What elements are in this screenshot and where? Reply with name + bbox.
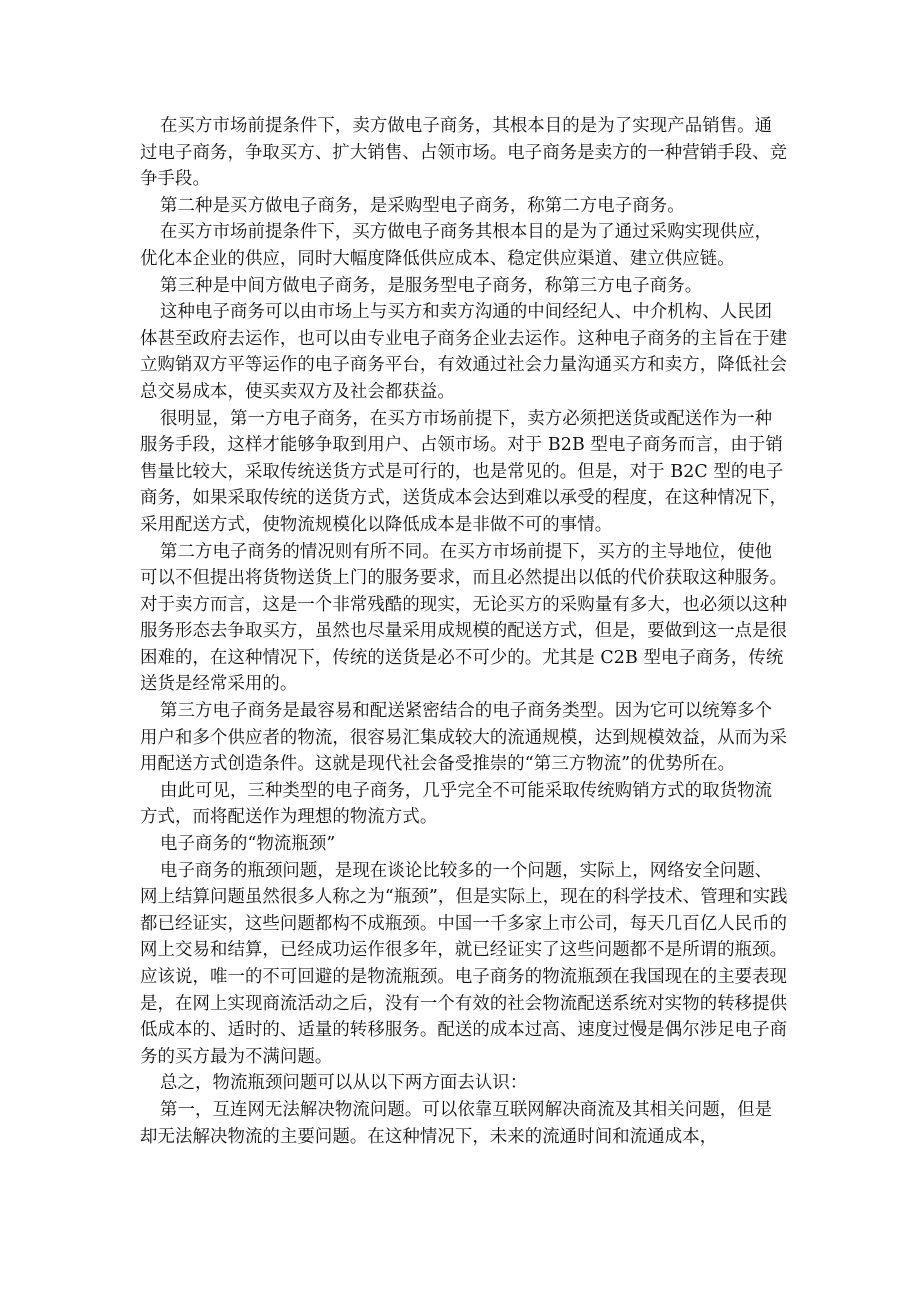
paragraph-third-type: 第三种是中间方做电子商务，是服务型电子商务，称第三方电子商务。 (160, 275, 703, 296)
paragraph-conclusion: 由此可见，三种类型的电子商务，几乎完全不可能采取传统购销方式的取货物流方式，而将配送作为理想的物流方式。 (140, 780, 773, 828)
document-body (140, 113, 788, 1150)
paragraph-buyer-purpose: 在买方市场前提条件下，买方做电子商务其根本目的是为了通过采购实现供应，优化本企业的供应，同时大幅度降低供应成本、稳定供应渠道、建立供应链。 (140, 222, 773, 269)
paragraph-first-point: 第一，互连网无法解决物流问题。可以依靠互联网解决商流及其相关问题，但是却无法解决物流的主要问题。在这种情况下，未来的流通时间和流通成本， (140, 1099, 773, 1147)
paragraph-bottleneck-problem: 电子商务的瓶颈问题，是现在谈论比较多的一个问题，实际上，网络安全问题、网上结算问题虽然很多人称之为“瓶颈”，但是实际上，现在的科学技术、管理和实践都已经证实，这些问题都构不成瓶颈。中国一千多家上市公司，每天几百亿人民币的网上交易和结算，已经成功运作很多年，就已经证实了这些问题都不是所谓的瓶颈。应该说，唯一的不可回避的是物流瓶颈。电子商务的物流瓶颈在我国现在的主要表现是，在网上实现商流活动之后，没有一个有效的社会物流配送系统对实物的转移提供低成本的、适时的、适量的转移服务。配送的成本过高、速度过慢是偶尔涉足电子商务的买方最为不满问题。 (140, 860, 788, 1067)
paragraph-first-party-logistics: 很明显，第一方电子商务，在买方市场前提下，卖方必须把送货或配送作为一种服务手段，这样才能够争取到用户、占领市场。对于 B2B 型电子商务而言，由于销售量比较大，采取传统送货方式是可行的，也是常见的。但是，对于 B2C 型的电子商务，如果采取传统的送货方式，送货成本会达到难以承受的程度，在这种情况下，采用配送方式，使物流规模化以降低成本是非做不可的事情。 (140, 408, 788, 535)
paragraph-third-party-operation: 这种电子商务可以由市场上与买方和卖方沟通的中间经纪人、中介机构、人民团体甚至政府去运作，也可以由专业电子商务企业去运作。这种电子商务的主旨在于建立购销双方平等运作的电子商务平台，有效通过社会力量沟通买方和卖方，降低社会总交易成本，使买卖双方及社会都获益。 (140, 302, 788, 402)
paragraph-summary: 总之，物流瓶颈问题可以从以下两方面去认识： (160, 1073, 528, 1094)
paragraph-second-party-logistics: 第二方电子商务的情况则有所不同。在买方市场前提下，买方的主导地位，使他可以不但提出将货物送货上门的服务要求，而且必然提出以低的代价获取这种服务。对于卖方而言，这是一个非常残酷的现实，无论买方的采购量有多大，也必须以这种服务形态去争取买方，虽然也尽量采用成规模的配送方式，但是，要做到这一点是很困难的，在这种情况下，传统的送货是必不可少的。尤其是 C2B 型电子商务，传统送货是经常采用的。 (140, 541, 788, 695)
section-heading-logistics-bottleneck: 电子商务的“物流瓶颈” (160, 834, 336, 855)
paragraph-third-party-logistics: 第三方电子商务是最容易和配送紧密结合的电子商务类型。因为它可以统筹多个用户和多个供应者的物流，很容易汇集成较大的流通规模，达到规模效益，从而为采用配送方式创造条件。这就是现代社会备受推崇的“第三方物流”的优势所在。 (140, 701, 788, 775)
paragraph-second-type: 第二种是买方做电子商务，是采购型电子商务，称第二方电子商务。 (160, 195, 685, 216)
paragraph-seller-purpose: 在买方市场前提条件下，卖方做电子商务，其根本目的是为了实现产品销售。通过电子商务，争取买方、扩大销售、占领市场。电子商务是卖方的一种营销手段、竞争手段。 (140, 116, 788, 190)
